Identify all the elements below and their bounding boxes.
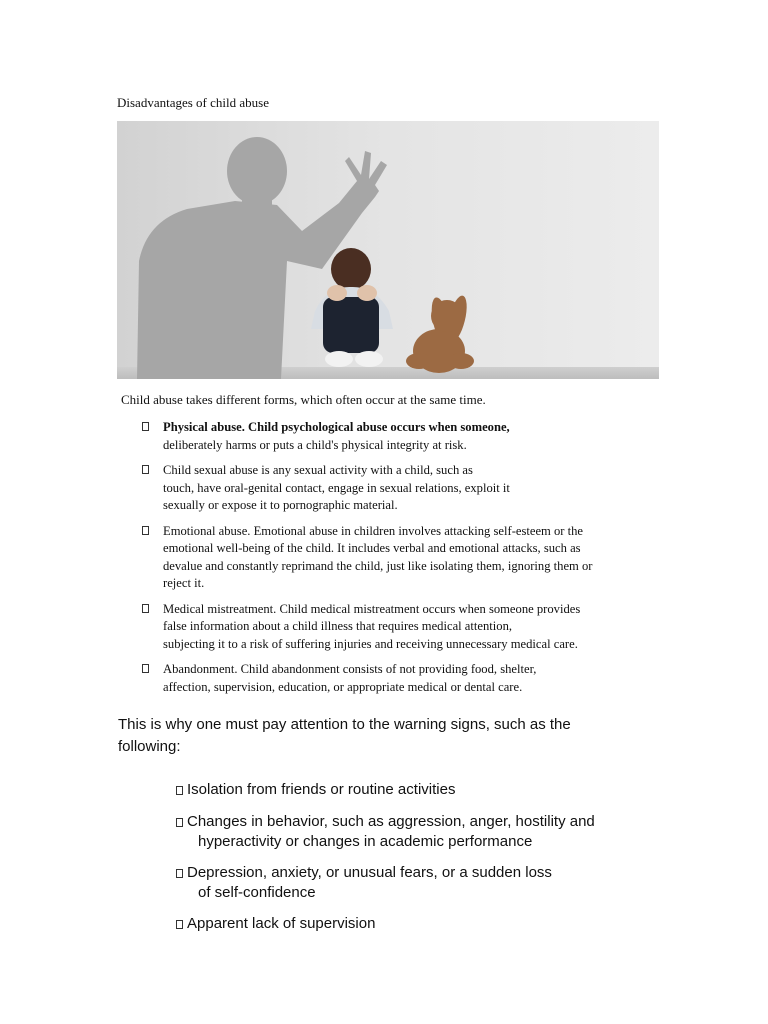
list-item <box>142 419 642 454</box>
list-item-line: Abandonment. Child abandonment consists of not providing food, shelter, <box>163 662 537 676</box>
list-item-line: Emotional abuse. Emotional abuse in children involves attacking self-esteem or the <box>163 523 584 538</box>
list-item <box>176 914 636 934</box>
abuse-forms-list <box>142 419 642 696</box>
list-item-line: affection, supervision, education, or appropriate medical or dental care. <box>163 679 523 694</box>
list-item <box>142 462 642 515</box>
list-item <box>142 523 642 593</box>
bullet-icon <box>176 818 183 827</box>
bullet-icon <box>142 604 149 613</box>
list-item-line: devalue and constantly reprimand the child, just like isolating them, ignoring them or <box>163 558 593 573</box>
bullet-icon <box>176 920 183 929</box>
list-item-line: Apparent lack of supervision <box>187 915 376 932</box>
list-item <box>176 780 636 800</box>
list-item-line: false information about a child illness that requires medical attention, <box>163 619 513 633</box>
list-item-line: Medical mistreatment. Child medical mistreatment occurs when someone provides <box>163 601 581 616</box>
list-item-line: sexually or expose it to pornographic material. <box>163 498 398 512</box>
list-item <box>176 812 636 852</box>
list-item-line: hyperactivity or changes in academic performance <box>198 833 533 850</box>
bullet-icon <box>142 422 149 431</box>
bullet-icon <box>142 526 149 535</box>
list-item-line: Changes in behavior, such as aggression, anger, hostility and <box>187 813 595 830</box>
list-item <box>142 601 642 654</box>
warning-signs-list <box>176 780 636 934</box>
bullet-icon <box>142 664 149 673</box>
list-item-line: Isolation from friends or routine activities <box>187 781 456 798</box>
list-item-line: reject it. <box>163 576 205 590</box>
list-item-line: Depression, anxiety, or unusual fears, or a sudden loss <box>187 864 552 881</box>
list-item <box>142 661 642 696</box>
bullet-icon <box>176 786 183 795</box>
list-item-line: touch, have oral-genital contact, engage in sexual relations, exploit it <box>163 480 510 495</box>
warning-intro-line: This is why one must pay attention to the warning signs, such as the <box>118 716 571 733</box>
list-item-line: deliberately harms or puts a child's physical integrity at risk. <box>163 437 467 452</box>
bullet-icon <box>142 465 149 474</box>
document-title: Disadvantages of child abuse <box>117 95 269 110</box>
intro-text: Child abuse takes different forms, which often occur at the same time. <box>121 392 486 407</box>
list-item <box>176 863 636 903</box>
list-item-line: subjecting it to a risk of suffering injuries and receiving unnecessary medical care. <box>163 636 578 651</box>
list-item-line: Child sexual abuse is any sexual activity with a child, such as <box>163 463 473 477</box>
illustration-image <box>117 121 659 379</box>
warning-intro-line: following: <box>118 738 181 755</box>
warning-intro <box>118 714 638 758</box>
list-item-line: of self-confidence <box>198 884 316 901</box>
list-item-line: emotional well-being of the child. It includes verbal and emotional attacks, such as <box>163 541 581 555</box>
bullet-icon <box>176 869 183 878</box>
list-item-line: Physical abuse. Child psychological abuse occurs when someone, <box>163 420 510 434</box>
